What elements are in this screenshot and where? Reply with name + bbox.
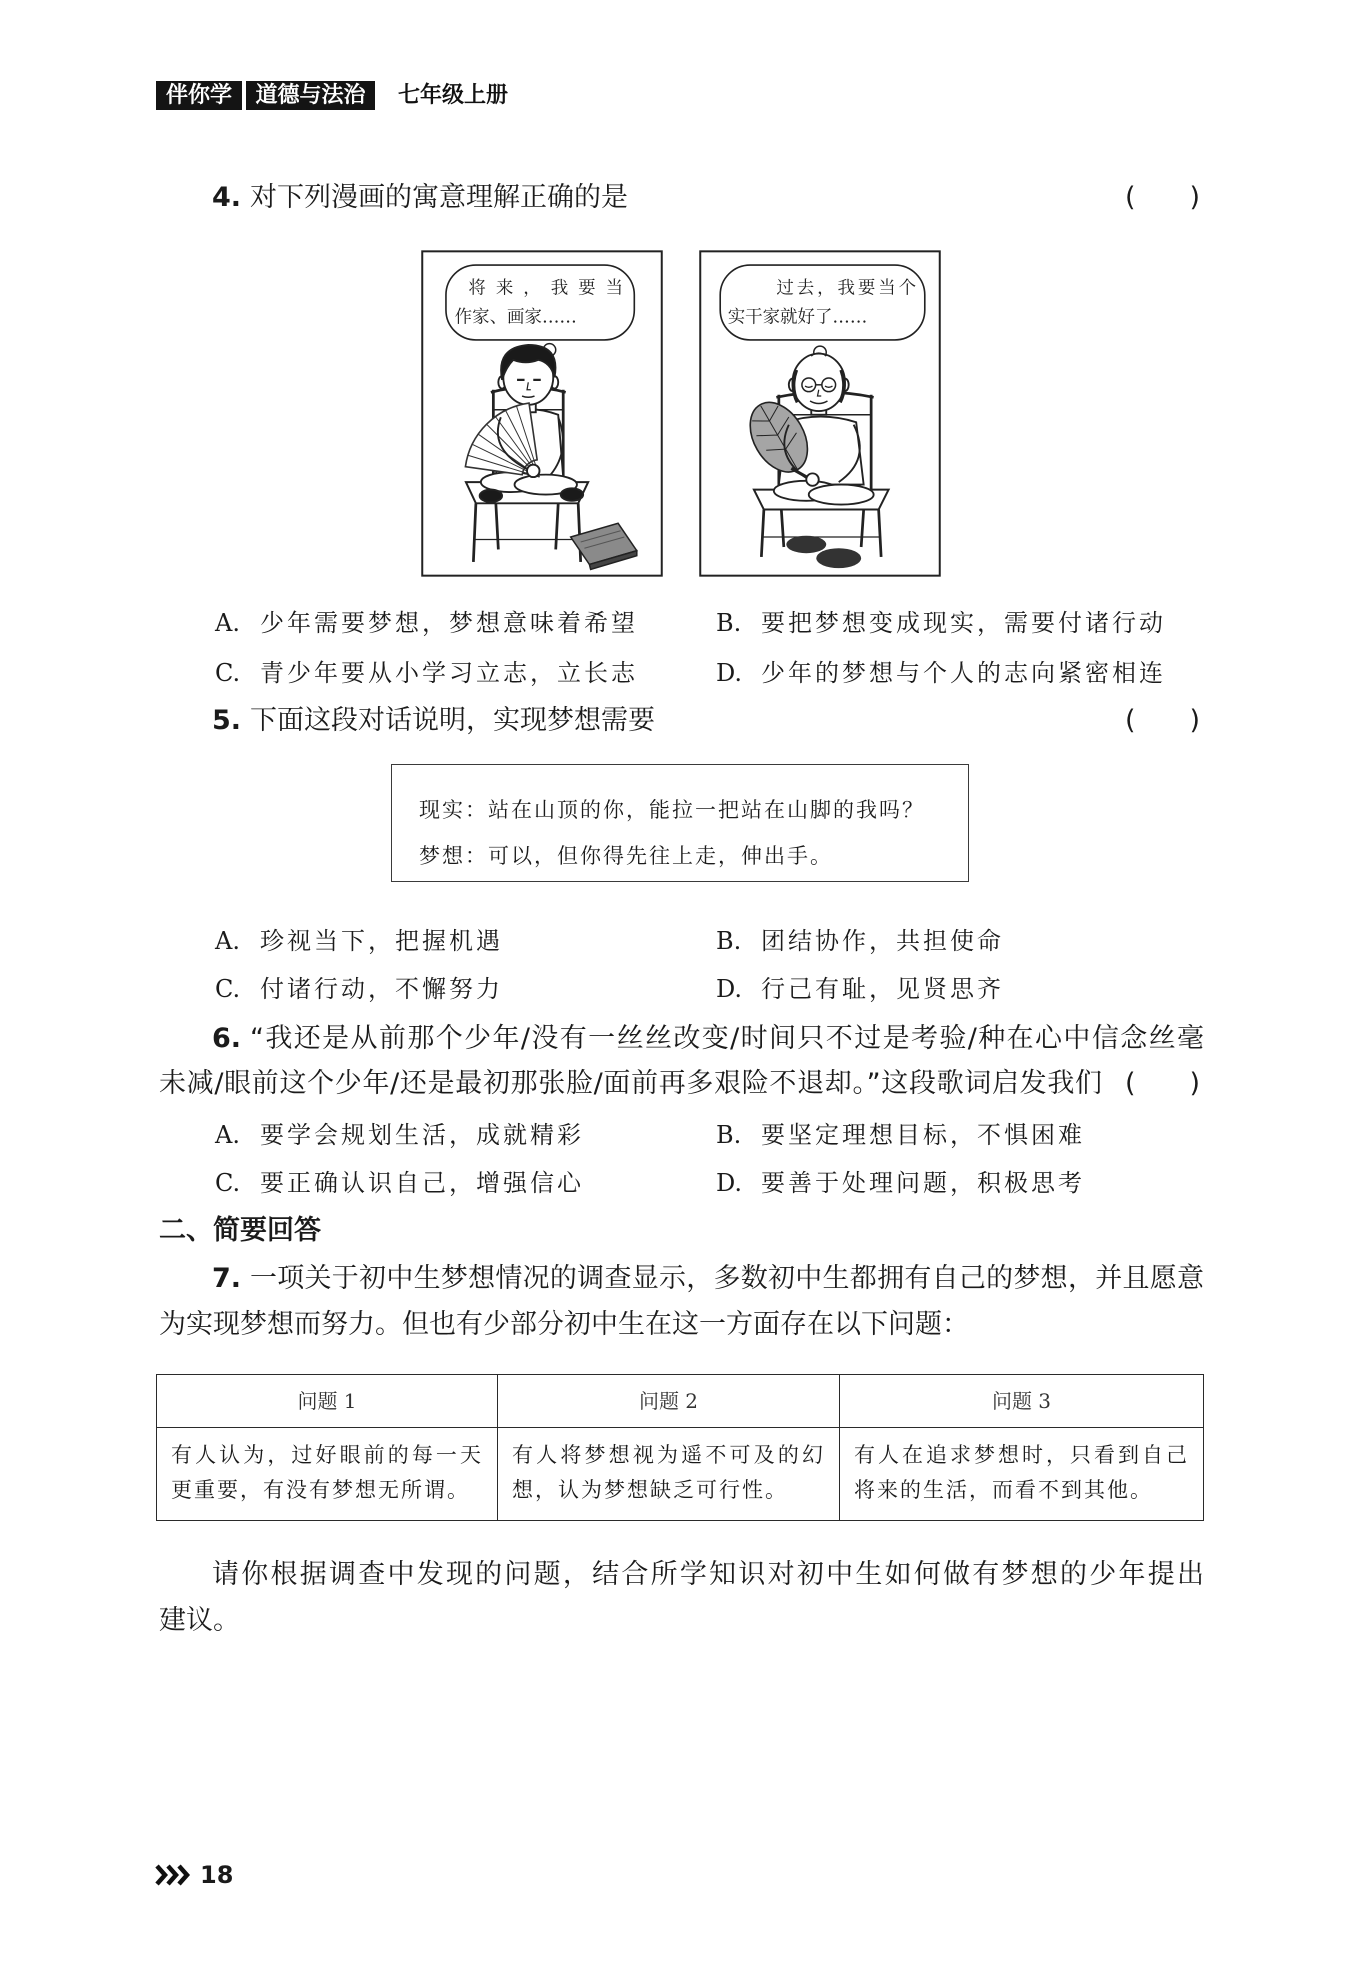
option-letter: B. (716, 1121, 742, 1149)
bubble-line-2: 作家、画家…… (454, 307, 577, 328)
q6-stem-line-2: 未减/眼前这个少年/还是最初那张脸/面前再多艰险不退却。”这段歌词启发我们 (159, 1068, 1102, 1099)
q5-option-a (215, 924, 503, 958)
header-grade: 七年级上册 (398, 82, 509, 108)
cell-line: 有人认为，过好眼前的每一天 (171, 1443, 483, 1467)
cartoon-young-boy (421, 250, 663, 577)
q4-number: 4. (212, 182, 242, 213)
option-text: 少年的梦想与个人的志向紧密相连 (761, 659, 1166, 687)
option-letter: B. (716, 609, 742, 637)
q6-stem-line-1: “我还是从前那个少年/没有一丝丝改变/时间只不过是考验/种在心中信念丝毫 (250, 1023, 1204, 1054)
cell-line: 有人将梦想视为遥不可及的幻 (512, 1443, 825, 1467)
cell-line: 想，认为梦想缺乏可行性。 (512, 1478, 788, 1502)
option-text: 要把梦想变成现实，需要付诸行动 (761, 609, 1166, 637)
q5-option-b (716, 924, 1004, 958)
option-text: 少年需要梦想，梦想意味着希望 (260, 609, 638, 637)
dialogue-line-dream: 梦想：可以，但你得先往上走，伸出手。 (419, 844, 833, 868)
cell-line: 将来的生活，而看不到其他。 (854, 1478, 1153, 1502)
bubble-line-2: 实干家就好了…… (727, 307, 868, 328)
option-letter: C. (215, 1169, 241, 1197)
q6-answer-blank: ( ) (1125, 1068, 1201, 1099)
bubble-line-1: 过去，我要当个 (776, 278, 917, 299)
q5-option-c (215, 972, 503, 1006)
option-letter: C. (215, 659, 241, 687)
dialogue-box (391, 764, 969, 882)
option-letter: C. (215, 975, 241, 1003)
q5-answer-blank: ( ) (1125, 705, 1201, 736)
table-cell (157, 1428, 498, 1520)
header-subject: 道德与法治 (246, 81, 375, 110)
q7-stem-line-2: 为实现梦想而努力。但也有少部分初中生在这一方面存在以下问题： (159, 1309, 969, 1340)
option-text: 团结协作，共担使命 (761, 927, 1004, 955)
q7-stem-line-1: 一项关于初中生梦想情况的调查显示，多数初中生都拥有自己的梦想，并且愿意 (250, 1263, 1204, 1294)
table-header-cell: 问题 3 (840, 1375, 1203, 1428)
option-letter: B. (716, 927, 742, 955)
section-heading: 二、简要回答 (159, 1215, 321, 1246)
option-letter: D. (716, 1169, 743, 1197)
chevrons-icon (154, 1863, 196, 1887)
dialogue-line-reality: 现实：站在山顶的你，能拉一把站在山脚的我吗？ (419, 798, 925, 822)
option-text: 付诸行动，不懈努力 (260, 975, 503, 1003)
table-header-cell: 问题 1 (157, 1375, 498, 1428)
q5-number: 5. (212, 705, 242, 736)
option-text: 青少年要从小学习立志，立长志 (260, 659, 638, 687)
q6-option-b (716, 1118, 1085, 1152)
option-text: 珍视当下，把握机遇 (260, 927, 503, 955)
option-text: 行己有耻，见贤思齐 (761, 975, 1004, 1003)
q4-option-a (215, 606, 638, 640)
q5-option-d (716, 972, 1004, 1006)
page-number: 18 (200, 1861, 234, 1889)
q7-prompt-line-1: 请你根据调查中发现的问题，结合所学知识对初中生如何做有梦想的少年提出 (212, 1559, 1204, 1590)
option-text: 要学会规划生活，成就精彩 (260, 1121, 584, 1149)
option-letter: A. (215, 927, 240, 955)
q7-prompt-line-2: 建议。 (159, 1605, 240, 1636)
table-cell (840, 1428, 1203, 1520)
table-cell (498, 1428, 840, 1520)
header-series: 伴你学 (156, 81, 242, 110)
q7-number: 7. (212, 1263, 242, 1294)
q4-option-b (716, 606, 1166, 640)
bubble-line-1: 将来，我要当 (468, 278, 624, 299)
option-letter: D. (716, 659, 743, 687)
q5-stem: 下面这段对话说明，实现梦想需要 (250, 705, 655, 736)
table-header-cell: 问题 2 (498, 1375, 840, 1428)
q4-answer-blank: ( ) (1125, 182, 1201, 213)
q6-option-d (716, 1166, 1085, 1200)
q6-option-c (215, 1166, 584, 1200)
q4-stem: 对下列漫画的寓意理解正确的是 (250, 182, 628, 213)
q4-option-d (716, 656, 1166, 690)
option-text: 要正确认识自己，增强信心 (260, 1169, 584, 1197)
option-letter: A. (215, 609, 240, 637)
problems-table (156, 1374, 1204, 1521)
option-text: 要善于处理问题，积极思考 (761, 1169, 1085, 1197)
cell-line: 有人在追求梦想时，只看到自己 (854, 1443, 1189, 1467)
q4-option-c (215, 656, 638, 690)
q6-option-a (215, 1118, 584, 1152)
option-text: 要坚定理想目标，不惧困难 (761, 1121, 1085, 1149)
cartoon-elder-man (699, 250, 941, 577)
option-letter: D. (716, 975, 743, 1003)
cell-line: 更重要，有没有梦想无所谓。 (171, 1478, 470, 1502)
q6-number: 6. (212, 1023, 242, 1054)
option-letter: A. (215, 1121, 240, 1149)
